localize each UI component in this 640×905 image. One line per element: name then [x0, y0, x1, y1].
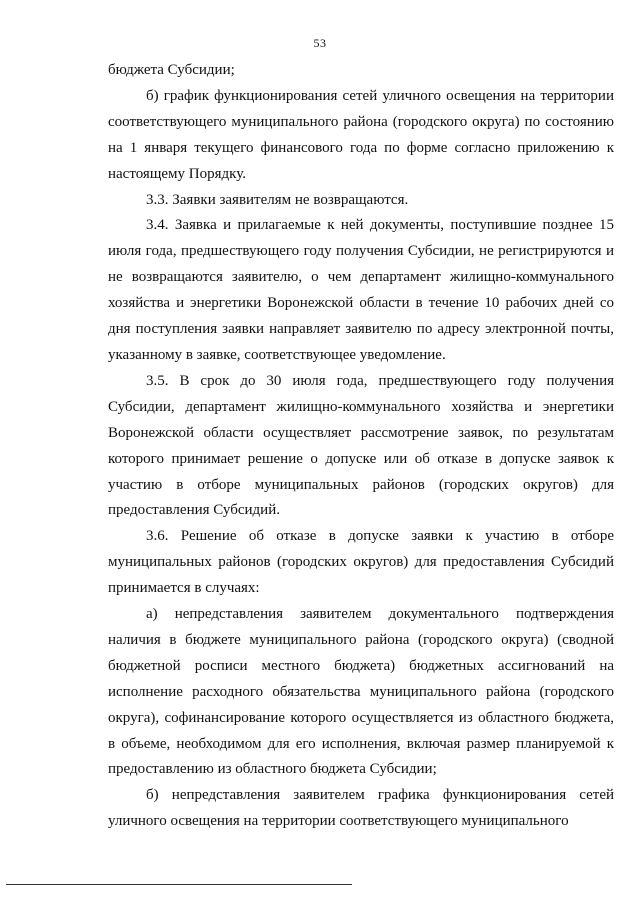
page-number: 53: [313, 36, 327, 50]
paragraph-item-b-schedule: б) график функционирования сетей уличного освещения на территории соответствующего муниципального района (городского округа) по состоянию на 1 января текущего финансового года по форме согласно приложению к настоящему Порядку.: [108, 87, 614, 182]
paragraph-continuation: бюджета Субсидии;: [108, 62, 235, 78]
paragraph-3-4: 3.4. Заявка и прилагаемые к ней документы, поступившие позднее 15 июля года, предшествующего году получения Субсидии, не регистрируются и не возвращаются заявителю, о чем департамент жилищно-коммунального хозяйства и энергетики Воронежской области в течение 10 рабочих дней со дня поступления заявки направляет заявителю по адресу электронной почты, указанному в заявке, соответствующее уведомление.: [108, 217, 614, 363]
document-body: [108, 58, 614, 835]
paragraph-3-3: 3.3. Заявки заявителям не возвращаются.: [146, 191, 409, 208]
paragraph-3-6: 3.6. Решение об отказе в допуске заявки к участию в отборе муниципальных районов (городских округов) для предоставления Субсидий принимается в случаях:: [108, 528, 614, 597]
paragraph-item-b: б) непредставления заявителем графика функционирования сетей уличного освещения на территории соответствующего муниципального: [108, 787, 614, 830]
footer-divider: [6, 884, 352, 885]
paragraph-3-5: 3.5. В срок до 30 июля года, предшествующего году получения Субсидии, департамент жилищно-коммунального хозяйства и энергетики Воронежской области осуществляет рассмотрение заявок, по результатам которого принимает решение о допуске или об отказе в допуске заявок к участию в отборе муниципальных районов (городских округов) для предоставления Субсидий.: [108, 372, 614, 519]
paragraph-item-a: а) непредставления заявителем документального подтверждения наличия в бюджете муниципального района (городского округа) (сводной бюджетной росписи местного бюджета) бюджетных ассигнований на исполнение расходного обязательства муниципального района (городского округа), софинансирование которого осуществляется из областного бюджета, в объеме, необходимом для его исполнения, включая размер планируемой к предоставлению из областного бюджета Субсидии;: [108, 606, 614, 778]
